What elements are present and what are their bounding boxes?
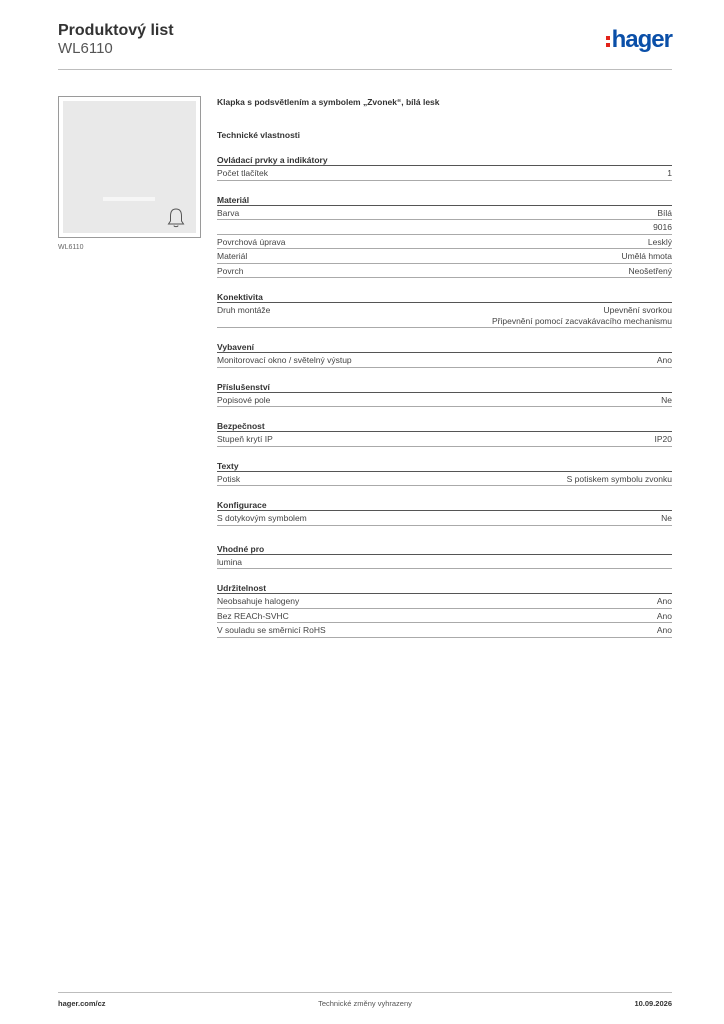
spec-value-line: Ano (656, 610, 672, 621)
spec-value (657, 625, 672, 636)
spec-row (217, 264, 672, 279)
spec-row (217, 472, 672, 487)
spec-label: Druh montáže (217, 305, 271, 315)
spec-label: Barva (217, 207, 240, 218)
section-title: Vhodné pro (217, 544, 672, 555)
product-name: Klapka s podsvětlením a symbolem „Zvonek“, bílá lesk (217, 97, 440, 107)
spec-value (661, 395, 672, 406)
spec-section (217, 583, 672, 638)
spec-label: V souladu se směrnicí RoHS (217, 625, 326, 635)
spec-value (629, 266, 672, 277)
spec-label: Neobsahuje halogeny (217, 596, 300, 606)
product-code: WL6110 (58, 40, 113, 57)
product-details (217, 96, 672, 652)
document-title: Produktový list (58, 22, 174, 39)
section-title: Konfigurace (217, 500, 672, 511)
section-title: Konektivita (217, 292, 672, 303)
spec-value-line: Ne (661, 394, 672, 405)
spec-value-line: Ne (661, 513, 672, 523)
spec-value (657, 355, 672, 366)
spec-row (217, 303, 672, 328)
spec-section (217, 155, 672, 181)
spec-row (217, 594, 672, 609)
spec-label: lumina (217, 556, 243, 567)
spec-label: S dotykovým symbolem (217, 513, 307, 523)
spec-value-line: Bílá (657, 207, 672, 218)
spec-value-line: Upevnění svorkou (603, 305, 672, 315)
spec-section (217, 342, 672, 368)
spec-label: Monitorovací okno / světelný výstup (217, 355, 352, 365)
spec-section (217, 292, 672, 328)
spec-value-line: 1 (667, 168, 672, 178)
spec-label: Počet tlačítek (217, 168, 269, 178)
spec-value (657, 596, 672, 607)
image-caption: WL6110 (58, 244, 84, 251)
spec-value (661, 513, 672, 524)
spec-row (217, 432, 672, 447)
spec-section (217, 195, 672, 279)
spec-value-line: Ano (656, 625, 672, 635)
spec-value-line: Připevnění pomocí zacvakávacího mechanismu (491, 315, 672, 326)
product-panel (63, 101, 196, 233)
section-title: Udržitelnost (217, 583, 672, 594)
spec-value-line: 9016 (653, 222, 672, 232)
spec-label: Materiál (217, 251, 248, 261)
spec-row (217, 220, 672, 235)
page-footer (58, 992, 672, 1008)
spec-value-line: S potiskem symbolu zvonku (566, 473, 672, 484)
spec-section (217, 500, 672, 526)
spec-row (217, 555, 672, 570)
spec-value (621, 251, 672, 262)
document-header (58, 22, 672, 70)
spec-section (217, 461, 672, 487)
section-title: Materiál (217, 195, 672, 206)
spec-row (217, 166, 672, 181)
section-title: Vybavení (217, 342, 672, 353)
section-title: Texty (217, 461, 672, 472)
spec-label: Popisové pole (217, 394, 271, 405)
section-title: Příslušenství (217, 382, 672, 393)
spec-section (217, 421, 672, 447)
spec-value-line: Umělá hmota (621, 251, 672, 261)
spec-value (657, 208, 672, 219)
spec-label: Bez REACh-SVHC (217, 610, 289, 621)
section-title: Ovládací prvky a indikátory (217, 155, 672, 166)
spec-value (492, 305, 672, 326)
product-light-strip (103, 197, 155, 201)
spec-section (217, 382, 672, 408)
spec-value-line: IP20 (654, 434, 672, 444)
spec-row (217, 206, 672, 221)
spec-value (648, 237, 672, 248)
spec-row (217, 249, 672, 264)
spec-row (217, 353, 672, 368)
spec-value (655, 434, 673, 445)
logo-text: hager (611, 26, 672, 53)
spec-value-line: Neošetřený (628, 265, 672, 276)
spec-value (567, 474, 672, 485)
footer-website: hager.com/cz (58, 999, 106, 1008)
hager-logo (606, 28, 672, 52)
product-image (58, 96, 201, 238)
spec-value-line: Ano (656, 596, 672, 606)
spec-row (217, 623, 672, 638)
footer-date: 10.09.2026 (634, 999, 672, 1008)
spec-value-line: Ano (656, 355, 672, 365)
logo-dots-icon (606, 36, 610, 47)
spec-label: Povrch (217, 265, 244, 276)
spec-value (657, 611, 672, 622)
spec-value (667, 168, 672, 179)
spec-label: Potisk (217, 473, 241, 484)
spec-label: Stupeň krytí IP (217, 434, 273, 444)
spec-section (217, 544, 672, 570)
bell-icon (166, 207, 186, 229)
spec-row (217, 393, 672, 408)
footer-notice: Technické změny vyhrazeny (318, 999, 412, 1008)
spec-label: Povrchová úprava (217, 236, 286, 247)
tech-heading: Technické vlastnosti (217, 130, 300, 140)
spec-value-line: Lesklý (647, 236, 672, 247)
section-title: Bezpečnost (217, 421, 672, 432)
spec-row (217, 511, 672, 526)
spec-value (653, 222, 672, 233)
spec-sections (217, 155, 672, 638)
spec-row (217, 609, 672, 624)
spec-row (217, 235, 672, 250)
